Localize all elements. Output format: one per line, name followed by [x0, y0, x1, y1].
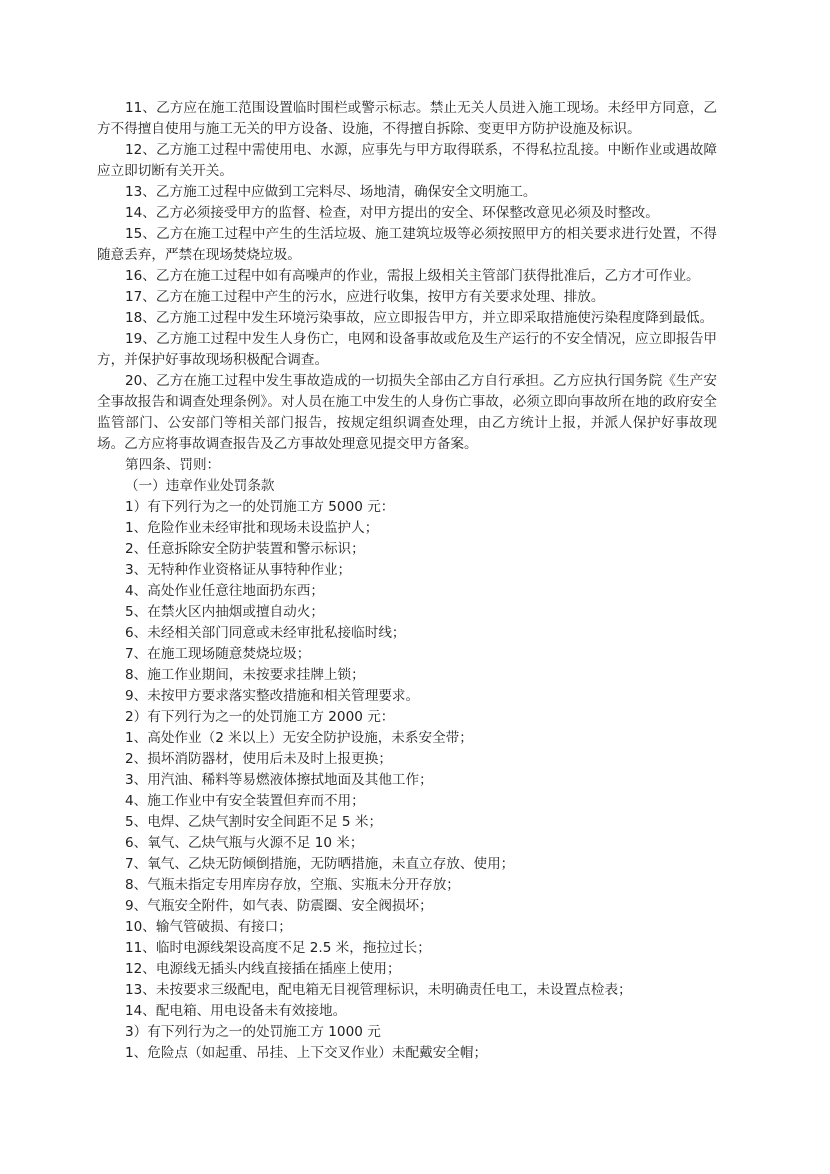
penalty-line: 9、气瓶安全附件，如气表、防震圈、安全阀损坏；	[125, 898, 433, 914]
penalty-line: 2、任意拆除安全防护装置和警示标识；	[125, 541, 365, 557]
penalty-line: 1）有下列行为之一的处罚施工方 5000 元：	[125, 499, 395, 515]
penalty-line: 5、电焊、乙炔气割时安全间距不足 5 米；	[125, 814, 383, 830]
penalty-line: 4、施工作业中有安全装置但弃而不用；	[125, 793, 365, 809]
penalty-line: 8、气瓶未指定专用库房存放，空瓶、实瓶未分开存放；	[125, 877, 460, 893]
document-body	[97, 98, 717, 1064]
penalty-section	[97, 455, 717, 1064]
penalty-line: 第四条、罚则：	[125, 457, 221, 473]
clause-paragraph: 13、乙方施工过程中应做到工完料尽、场地清，确保安全文明施工。	[125, 184, 537, 200]
penalty-line: 2、损坏消防器材，使用后未及时上报更换；	[125, 751, 392, 767]
penalty-line: 1、危险作业未经审批和现场未设监护人；	[125, 520, 379, 536]
penalty-line: 8、施工作业期间，未按要求挂牌上锁；	[125, 667, 365, 683]
clauses-section	[97, 98, 717, 455]
penalty-line: 6、未经相关部门同意或未经审批私接临时线；	[125, 625, 406, 641]
clause-paragraph: 14、乙方必须接受甲方的监督、检查，对甲方提出的安全、环保整改意见必须及时整改。	[125, 205, 659, 221]
penalty-line: 4、高处作业任意往地面扔东西；	[125, 583, 324, 599]
clause-paragraph: 19、乙方施工过程中发生人身伤亡，电网和设备事故或危及生产运行的不安全情况，应立即报告甲方，并保护好事故现场积极配合调查。	[97, 331, 717, 368]
clause-paragraph: 16、乙方在施工过程中如有高噪声的作业，需报上级相关主管部门获得批准后，乙方才可作业。	[125, 268, 700, 284]
penalty-line: 3、无特种作业资格证从事特种作业；	[125, 562, 352, 578]
penalty-line: 1、危险点（如起重、吊挂、上下交叉作业）未配戴安全帽；	[125, 1045, 488, 1061]
penalty-line: 3）有下列行为之一的处罚施工方 1000 元	[125, 1024, 381, 1040]
penalty-line: 2）有下列行为之一的处罚施工方 2000 元：	[125, 709, 395, 725]
penalty-line: 12、电源线无插头内线直接插在插座上使用；	[125, 961, 401, 977]
penalty-line: 10、输气管破损、有接口；	[125, 919, 292, 935]
penalty-line: 3、用汽油、稀料等易燃液体擦拭地面及其他工作；	[125, 772, 433, 788]
clause-paragraph: 17、乙方在施工过程中产生的污水，应进行收集，按甲方有关要求处理、排放。	[125, 289, 605, 305]
clause-paragraph: 12、乙方施工过程中需使用电、水源，应事先与甲方取得联系，不得私拉乱接。中断作业或遇故障应立即切断有关开关。	[97, 142, 717, 179]
penalty-line: 5、在禁火区内抽烟或擅自动火；	[125, 604, 324, 620]
penalty-line: 13、未按要求三级配电，配电箱无目视管理标识，未明确责任电工，未设置点检表；	[125, 982, 632, 998]
penalty-line: 9、未按甲方要求落实整改措施和相关管理要求。	[125, 688, 420, 704]
penalty-line: 14、配电箱、用电设备未有效接地。	[125, 1003, 347, 1019]
clause-paragraph: 18、乙方施工过程中发生环境污染事故，应立即报告甲方，并立即采取措施使污染程度降到最低。	[125, 310, 714, 326]
penalty-line: 6、氧气、乙炔气瓶与火源不足 10 米；	[125, 835, 364, 851]
clause-paragraph: 11、乙方应在施工范围设置临时围栏或警示标志。禁止无关人员进入施工现场。未经甲方同意，乙方不得擅自使用与施工无关的甲方设备、设施，不得擅自拆除、变更甲方防护设施及标识。	[97, 100, 717, 137]
penalty-line: （一）违章作业处罚条款	[125, 478, 275, 494]
clause-paragraph: 20、乙方在施工过程中发生事故造成的一切损失全部由乙方自行承担。乙方应执行国务院《生产安全事故报告和调查处理条例》。对人员在施工中发生的人身伤亡事故，必须立即向事故所在地的政府安全监管部门、公安部门等相关部门报告，按规定组织调查处理，由乙方统计上报，并派人保护好事故现场。乙方应将事故调查报告及乙方事故处理意见提交甲方备案。	[97, 373, 717, 452]
penalty-line: 1、高处作业（2 米以上）无安全防护设施，未系安全带；	[125, 730, 473, 746]
penalty-line: 7、氧气、乙炔无防倾倒措施，无防晒措施，未直立存放、使用；	[125, 856, 515, 872]
penalty-line: 11、临时电源线架设高度不足 2.5 米，拖拉过长；	[125, 940, 431, 956]
clause-paragraph: 15、乙方在施工过程中产生的生活垃圾、施工建筑垃圾等必须按照甲方的相关要求进行处置，不得随意丢弃，严禁在现场焚烧垃圾。	[97, 226, 717, 263]
penalty-line: 7、在施工现场随意焚烧垃圾；	[125, 646, 311, 662]
